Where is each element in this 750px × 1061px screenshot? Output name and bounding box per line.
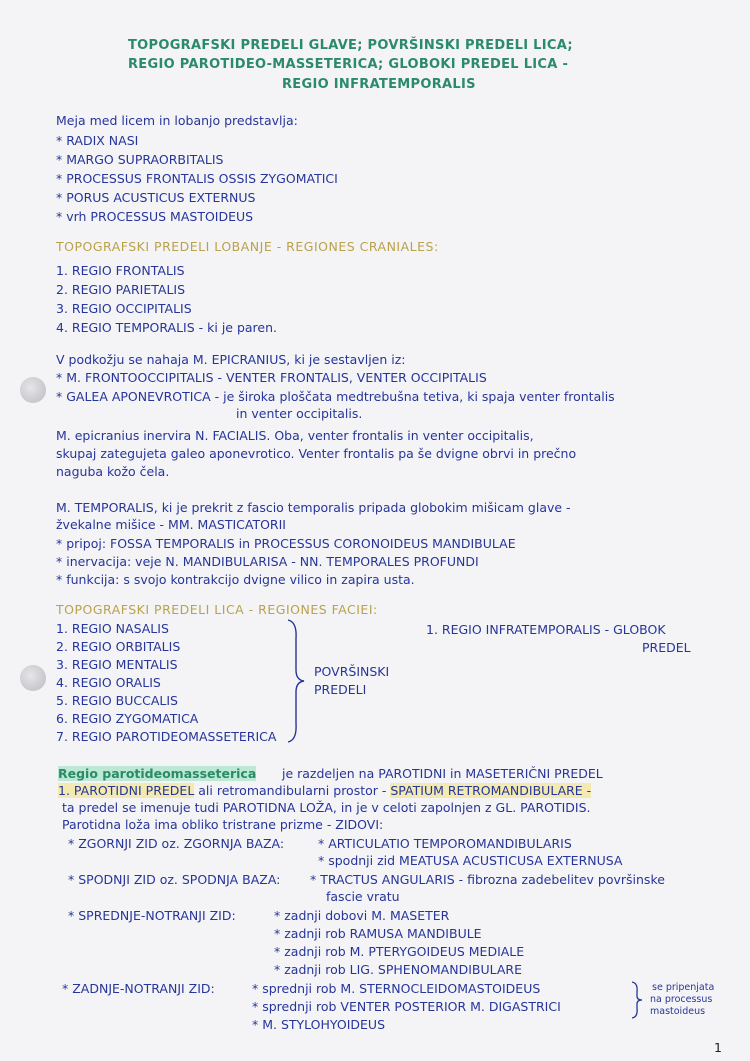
cranial-item: 4. REGIO TEMPORALIS - ki je paren. <box>56 320 278 335</box>
punch-hole <box>20 665 46 691</box>
spatium-label: SPATIUM RETROMANDIBULARE - <box>390 783 592 798</box>
brace-icon <box>630 980 644 1020</box>
parotid-heading-rest: je razdeljen na PAROTIDNI in MASETERIČNI PREDEL <box>282 766 603 781</box>
facial-item: 1. REGIO NASALIS <box>56 621 169 636</box>
superficial-label: PREDELI <box>314 682 367 697</box>
epicranius-line: in venter occipitalis. <box>236 406 363 421</box>
title-line-2: REGIO PAROTIDEO-MASSETERICA; GLOBOKI PREDEL LICA - <box>128 57 569 72</box>
side-note: se pripenjata <box>652 982 715 993</box>
wall-item: * zadnji rob LIG. SPHENOMANDIBULARE <box>274 962 522 977</box>
parotid-line-text: ali retromandibularni prostor - <box>198 783 387 798</box>
wall-item: * ARTICULATIO TEMPOROMANDIBULARIS <box>318 836 572 851</box>
facial-item: 5. REGIO BUCCALIS <box>56 693 178 708</box>
intro-heading: Meja med licem in lobanjo predstavlja: <box>56 113 298 128</box>
intro-item: * PROCESSUS FRONTALIS OSSIS ZYGOMATICI <box>56 171 338 186</box>
title-line-1: TOPOGRAFSKI PREDELI GLAVE; POVRŠINSKI PREDELI LICA; <box>128 38 573 53</box>
parotid-line <box>58 783 591 799</box>
wall-item: * sprednji rob VENTER POSTERIOR M. DIGASTRICI <box>252 999 561 1014</box>
wall-label: * SPODNJI ZID oz. SPODNJA BAZA: <box>68 872 281 887</box>
parotid-heading-highlight: Regio parotideomasseterica <box>58 766 257 781</box>
wall-label: * ZADNJE-NOTRANJI ZID: <box>62 981 215 996</box>
epicranius-line: * GALEA APONEVROTICA - je široka ploščata medtrebušna tetiva, ki spaja venter frontalis <box>56 389 615 404</box>
temporalis-line: * pripoj: FOSSA TEMPORALIS in PROCESSUS CORONOIDEUS MANDIBULAE <box>56 536 516 551</box>
parotid-heading <box>58 766 256 782</box>
intro-item: * MARGO SUPRAORBITALIS <box>56 152 224 167</box>
side-note: mastoideus <box>650 1006 706 1017</box>
deep-region: 1. REGIO INFRATEMPORALIS - GLOBOK <box>426 622 666 637</box>
wall-label: * SPREDNJE-NOTRANJI ZID: <box>68 908 236 923</box>
intro-item: * vrh PROCESSUS MASTOIDEUS <box>56 209 254 224</box>
epicranius-line: naguba kožo čela. <box>56 464 170 479</box>
wall-label: * ZGORNJI ZID oz. ZGORNJA BAZA: <box>68 836 285 851</box>
cranial-heading: TOPOGRAFSKI PREDELI LOBANJE - REGIONES CRANIALES: <box>56 239 439 254</box>
temporalis-line: * funkcija: s svojo kontrakcijo dvigne vilico in zapira usta. <box>56 572 415 587</box>
temporalis-line: * inervacija: veje N. MANDIBULARISA - NN. TEMPORALES PROFUNDI <box>56 554 479 569</box>
deep-region: PREDEL <box>642 640 691 655</box>
wall-item: * sprednji rob M. STERNOCLEIDOMASTOIDEUS <box>252 981 541 996</box>
parotid-subheading: 1. PAROTIDNI PREDEL <box>58 783 195 798</box>
facial-item: 6. REGIO ZYGOMATICA <box>56 711 199 726</box>
wall-item: * zadnji rob M. PTERYGOIDEUS MEDIALE <box>274 944 525 959</box>
wall-item: * zadnji rob RAMUSA MANDIBULE <box>274 926 482 941</box>
punch-hole <box>20 377 46 403</box>
facial-item: 4. REGIO ORALIS <box>56 675 161 690</box>
wall-item: * TRACTUS ANGULARIS - fibrozna zadebelitev površinske <box>310 872 665 887</box>
cranial-item: 2. REGIO PARIETALIS <box>56 282 186 297</box>
epicranius-line: M. epicranius inervira N. FACIALIS. Oba, venter frontalis in venter occipitalis, <box>56 428 534 443</box>
wall-item: * M. STYLOHYOIDEUS <box>252 1017 386 1032</box>
intro-item: * PORUS ACUSTICUS EXTERNUS <box>56 190 256 205</box>
superficial-label: POVRŠINSKI <box>314 664 390 679</box>
facial-heading: TOPOGRAFSKI PREDELI LICA - REGIONES FACIEI: <box>56 602 378 617</box>
parotid-line: ta predel se imenuje tudi PAROTIDNA LOŽA, in je v celoti zapolnjen z GL. PAROTIDIS. <box>62 800 591 815</box>
intro-item: * RADIX NASI <box>56 133 139 148</box>
parotid-line: Parotidna loža ima obliko tristrane prizme - ZIDOVI: <box>62 817 384 832</box>
facial-item: 2. REGIO ORBITALIS <box>56 639 181 654</box>
title-line-3: REGIO INFRATEMPORALIS <box>282 77 476 92</box>
temporalis-line: žvekalne mišice - MM. MASTICATORII <box>56 517 286 532</box>
wall-item: * zadnji dobovi M. MASETER <box>274 908 450 923</box>
wall-item: * spodnji zid MEATUSA ACUSTICUSA EXTERNUSA <box>318 853 623 868</box>
epicranius-line: V podkožju se nahaja M. EPICRANIUS, ki je sestavljen iz: <box>56 352 406 367</box>
page-number: 1 <box>714 1040 722 1055</box>
brace-icon <box>284 618 306 744</box>
epicranius-line: skupaj zategujeta galeo aponevrotico. Venter frontalis pa še dvigne obrvi in prečno <box>56 446 577 461</box>
temporalis-line: M. TEMPORALIS, ki je prekrit z fascio temporalis pripada globokim mišicam glave - <box>56 500 571 515</box>
side-note: na processus <box>650 994 713 1005</box>
wall-item: fascie vratu <box>326 889 400 904</box>
cranial-item: 1. REGIO FRONTALIS <box>56 263 185 278</box>
epicranius-line: * M. FRONTOOCCIPITALIS - VENTER FRONTALIS, VENTER OCCIPITALIS <box>56 370 487 385</box>
facial-item: 3. REGIO MENTALIS <box>56 657 178 672</box>
facial-item: 7. REGIO PAROTIDEOMASSETERICA <box>56 729 277 744</box>
cranial-item: 3. REGIO OCCIPITALIS <box>56 301 192 316</box>
